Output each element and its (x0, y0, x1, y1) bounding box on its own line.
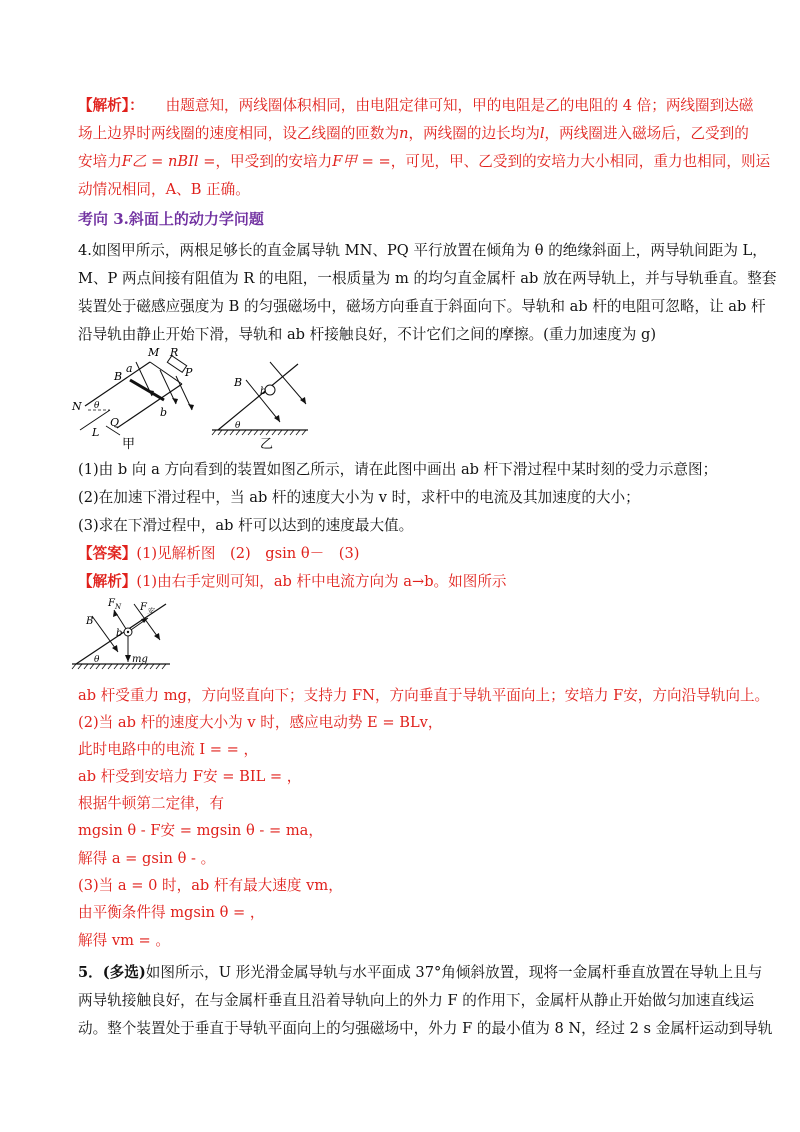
arrow-mg-head (125, 655, 131, 662)
analysis1-text-2a: 场上边界时两线圈的速度相同，设乙线圈的匝数为 (78, 125, 400, 142)
label-theta-force: θ (94, 655, 100, 665)
label-b-rod-force: b (116, 628, 123, 639)
problem5-line3: 动。整个装置处于垂直于导轨平面向上的匀强磁场中，外力 F 的最小值为 8 N，经过 2 s 金属杆运动到导轨 (78, 1020, 773, 1037)
field-arrow-force-1 (112, 645, 118, 652)
analysis1-text-2b: ，两线圈的边长均为 (408, 125, 540, 142)
rod-ab (130, 380, 164, 400)
analysis4-line8: 解得 a = gsin θ - 。 (78, 850, 216, 867)
analysis1-line1 (78, 97, 753, 115)
problem4-line3: 装置处于磁感应强度为 B 的匀强磁场中，磁场方向垂直于斜面向下。导轨和 ab 杆的电阻可忽略，让 ab 杆 (78, 298, 766, 315)
analysis4-line11: 解得 vm = 。 (78, 932, 171, 949)
problem4-q2: (2)在加速下滑过程中，当 ab 杆的速度大小为 v 时，求杆中的电流及其加速度的大小； (78, 489, 640, 506)
problem5-text-1: 如图所示，U 形光滑金属导轨与水平面成 37°角倾斜放置，现将一金属杆垂直放置在导轨上且与 (145, 964, 763, 981)
label-b-field: B (114, 370, 123, 383)
label-b-field-yi: B (234, 376, 243, 389)
analysis4-tag: 【解析】 (78, 573, 137, 590)
var-n: n (399, 125, 409, 142)
problem5-line1 (78, 964, 762, 982)
label-b-rod: b (160, 406, 168, 419)
analysis1-line2 (78, 125, 749, 143)
field-arrow-2 (172, 398, 178, 404)
field-line-force-1 (92, 616, 118, 652)
label-q: Q (110, 416, 120, 429)
figure-jia (71, 346, 194, 450)
formula-f-yi: F乙 = nBIl = (121, 153, 216, 170)
caption-yi: 乙 (260, 437, 274, 450)
analysis4-line2: ab 杆受重力 mg，方向竖直向下；支持力 FN，方向垂直于导轨平面向上；安培力 F安，方向沿导轨向上。 (78, 687, 770, 704)
analysis4-line5: ab 杆受到安培力 F安 = BIL = ， (78, 768, 302, 785)
section-title: 考向 3.斜面上的动力学问题 (78, 210, 264, 228)
label-b-rod-yi: b (260, 386, 267, 397)
analysis4-text-1: (1)由右手定则可知，ab 杆中电流方向为 a→b。如图所示 (136, 573, 507, 590)
incline (218, 364, 298, 430)
problem4-line1: 4.如图甲所示，两根足够长的直金属导轨 MN、PQ 平行放置在倾角为 θ 的绝缘斜面上，两导轨间距为 L， (78, 242, 767, 259)
label-r: R (170, 346, 179, 359)
analysis4-line10: 由平衡条件得 mgsin θ = ， (78, 904, 265, 921)
label-fan: $F_安$ (140, 602, 154, 615)
figure-yi (212, 362, 308, 450)
rail-nm (85, 362, 150, 406)
label-mg: mg (132, 654, 148, 665)
problem5-tag: 5．(多选) (78, 964, 146, 981)
label-theta-yi: θ (235, 421, 241, 431)
answer-text: (1)见解析图 (2) gsin θ－ (3) (136, 545, 360, 562)
current-out-dot (127, 631, 129, 633)
problem4-line2: M、P 两点间接有阻值为 R 的电阻，一根质量为 m 的均匀直金属杆 ab 放在两导轨上，并与导轨垂直。整套 (78, 270, 777, 287)
problem5-line2: 两导轨接触良好，在与金属杆垂直且沿着导轨向上的外力 F 的作用下，金属杆从静止开始做匀加速直线运 (78, 992, 755, 1009)
analysis1-text-3c: ，可见，甲、乙受到的安培力大小相同，重力也相同，则运 (390, 153, 771, 170)
answer4-line (78, 545, 359, 563)
problem4-line4: 沿导轨由静止开始下滑，导轨和 ab 杆接触良好，不计它们之间的摩擦。(重力加速度为 g) (78, 326, 657, 343)
analysis1-text-3a: 安培力 (78, 153, 122, 170)
analysis1-line3 (78, 153, 770, 171)
analysis1-text-3b: ，甲受到的安培力 (215, 153, 333, 170)
label-theta: θ (94, 401, 100, 411)
label-fn: $F_N$ (108, 598, 122, 611)
label-b-force: B (86, 616, 94, 627)
analysis4-line7: mgsin θ - F安 = mgsin θ - = ma， (78, 822, 323, 839)
figure-jia-yi (70, 342, 340, 450)
analysis4-line4: 此时电路中的电流 I = = ， (78, 741, 259, 758)
rod-cross-section (265, 385, 275, 395)
problem4-q1: (1)由 b 向 a 方向看到的装置如图乙所示，请在此图中画出 ab 杆下滑过程中某时刻的受力示意图； (78, 461, 718, 478)
problem4-q3: (3)求在下滑过程中，ab 杆可以达到的速度最大值。 (78, 517, 414, 534)
field-arrow-force-2 (154, 633, 160, 640)
field-arrow-3 (188, 404, 194, 410)
figure-force-diagram (70, 592, 180, 676)
analysis4-line9: (3)当 a = 0 时，ab 杆有最大速度 vm， (78, 877, 343, 894)
analysis1-text-1: 由题意知，两线圈体积相同，由电阻定律可知，甲的电阻是乙的电阻的 4 倍；两线圈到达磁 (165, 97, 754, 114)
ground-hatching (212, 430, 306, 435)
ground-hatching-force (72, 664, 166, 669)
analysis4-line6: 根据牛顿第二定律，有 (78, 795, 224, 812)
answer-tag: 【答案】 (78, 545, 137, 562)
analysis1-line4: 动情况相同，A、B 正确。 (78, 181, 250, 198)
caption-jia: 甲 (122, 437, 136, 450)
label-n: N (72, 400, 82, 413)
analysis4-line1 (78, 573, 507, 591)
label-p: P (185, 366, 193, 379)
analysis4-line3: (2)当 ab 杆的速度大小为 v 时，感应电动势 E = BLv， (78, 714, 443, 731)
formula-f-jia: F甲 = = (332, 153, 391, 170)
label-l: L (92, 426, 100, 439)
analysis-tag: 【解析】： (78, 97, 144, 114)
label-m: M (148, 346, 160, 359)
var-l: l (539, 125, 545, 142)
label-a: a (126, 362, 133, 375)
analysis1-text-2c: ，两线圈进入磁场后，乙受到的 (544, 125, 749, 142)
